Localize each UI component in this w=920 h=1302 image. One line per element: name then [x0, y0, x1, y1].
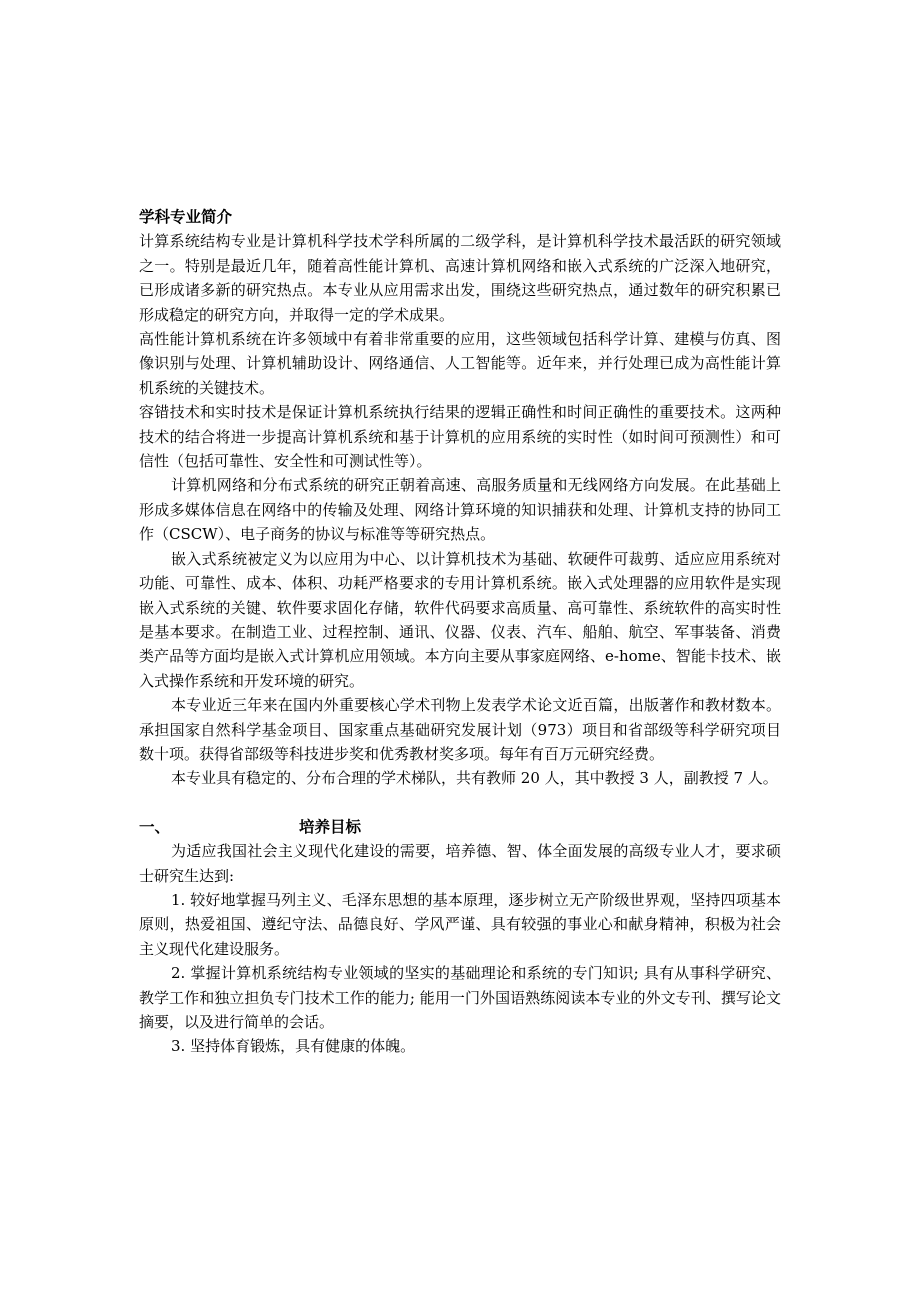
section-paragraph: 为适应我国社会主义现代化建设的需要，培养德、智、体全面发展的高级专业人才，要求硕士研究生达到: [139, 842, 781, 885]
intro-paragraph: 计算系统结构专业是计算机科学技术学科所属的二级学科，是计算机科学技术最活跃的研究领域之一。特别是最近几年，随着高性能计算机、高速计算机网络和嵌入式系统的广泛深入地研究，已形成诸多新的研究热点。本专业从应用需求出发，围绕这些研究热点，通过数年的研究积累已形成稳定的研究方向，并取得一定的学术成果。 [139, 232, 781, 324]
intro-paragraph: 嵌入式系统被定义为以应用为中心、以计算机技术为基础、软硬件可裁剪、适应应用系统对功能、可靠性、成本、体积、功耗严格要求的专用计算机系统。嵌入式处理器的应用软件是实现嵌入式系统的关键、软件要求固化存储，软件代码要求高质量、高可靠性、系统软件的高实时性是基本要求。在制造工业、过程控制、通讯、仪器、仪表、汽车、船舶、航空、军事装备、消费类产品等方面均是嵌入式计算机应用领域。本方向主要从事家庭网络、e-home、智能卡技术、嵌入式操作系统和开发环境的研究。 [139, 549, 781, 690]
section-title: 培养目标 [299, 817, 362, 836]
section-number: 一、 [139, 817, 171, 836]
document-page [139, 205, 781, 1059]
section-paragraph: 3. 坚持体育锻炼，具有健康的体魄。 [171, 1037, 416, 1056]
section-paragraph: 2. 掌握计算机系统结构专业领域的坚实的基础理论和系统的专门知识; 具有从事科学研究、教学工作和独立担负专门技术工作的能力; 能用一门外国语熟练阅读本专业的外文专刊、撰写论文摘要，以及进行简单的会话。 [139, 964, 781, 1031]
intro-paragraph: 计算机网络和分布式系统的研究正朝着高速、高服务质量和无线网络方向发展。在此基础上形成多媒体信息在网络中的传输及处理、网络计算环境的知识捕获和处理、计算机支持的协同工作（CSCW）、电子商务的协议与标准等等研究热点。 [139, 476, 781, 544]
intro-paragraph: 容错技术和实时技术是保证计算机系统执行结果的逻辑正确性和时间正确性的重要技术。这两种技术的结合将进一步提高计算机系统和基于计算机的应用系统的实时性（如时间可预测性）和可信性（包括可靠性、安全性和可测试性等）。 [139, 403, 781, 471]
intro-paragraph: 本专业具有稳定的、分布合理的学术梯队，共有教师 20 人，其中教授 3 人，副教授 7 人。 [171, 769, 778, 788]
intro-title: 学科专业简介 [139, 208, 233, 226]
section-paragraph: 1. 较好地掌握马列主义、毛泽东思想的基本原理，逐步树立无产阶级世界观，坚持四项基本原则，热爱祖国、遵纪守法、品德良好、学风严谨、具有较强的事业心和献身精神，积极为社会主义现代化建设服务。 [139, 890, 781, 958]
section-spacer [139, 791, 781, 815]
intro-paragraph: 高性能计算机系统在许多领域中有着非常重要的应用，这些领域包括科学计算、建模与仿真、图像识别与处理、计算机辅助设计、网络通信、人工智能等。近年来，并行处理已成为高性能计算机系统的关键技术。 [139, 330, 781, 397]
section-heading [139, 815, 781, 839]
intro-paragraph: 本专业近三年来在国内外重要核心学术刊物上发表学术论文近百篇，出版著作和教材数本。承担国家自然科学基金项目、国家重点基础研究发展计划（973）项目和省部级等科学研究项目数十项。获得省部级等科技进步奖和优秀教材奖多项。每年有百万元研究经费。 [139, 696, 781, 763]
